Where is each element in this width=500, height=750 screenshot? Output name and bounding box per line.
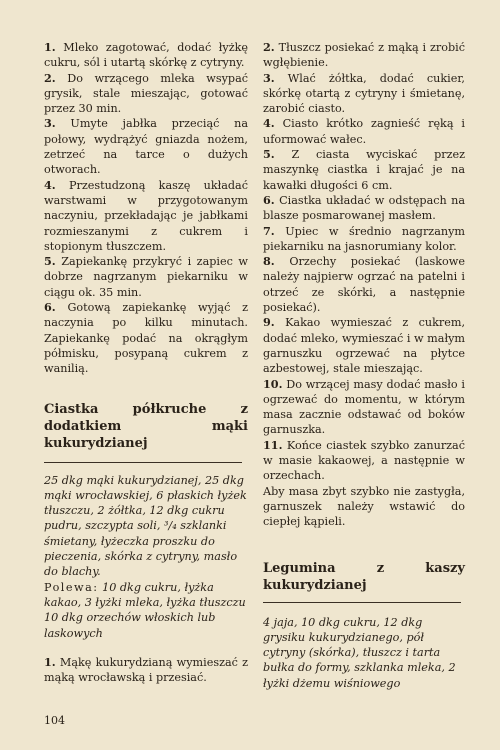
extra-ingredients: 10 dkg orzechów włoskich lub laskowych	[44, 611, 216, 640]
step-4-b: 4. Ciasto krótko zagnieść ręką i uformować wałec.	[263, 116, 465, 146]
left-column	[44, 40, 248, 685]
recipe-title: Ciastka półkruche z dodatkiem mąki kukurydzianej	[44, 401, 248, 451]
step-7-b: 7. Upiec w średnio nagrzanym piekarniku na jasnorumiany kolor.	[263, 223, 465, 253]
recipe-title-2: Legumina z kaszy kukurydzianej	[263, 560, 465, 593]
step-9-b: 9. Kakao wymieszać z cukrem, dodać mleko, wymieszać i w małym garnuszku ogrzewać na płytce azbestowej, stale mieszając.	[263, 315, 465, 376]
step-8-b: 8. Orzechy posiekać (laskowe należy najpierw ogrzać na patelni i otrzeć ze skórki, a następnie posiekać).	[263, 254, 465, 315]
step-2: 2. Do wrzącego mleka wsypać grysik, stale mieszając, gotować przez 30 min.	[44, 70, 248, 116]
step-6: 6. Gotową zapiekankę wyjąć z naczynia po kilku minutach. Zapiekankę podać na okrągłym półmisku, posypaną cukrem z wanilią.	[44, 300, 248, 376]
step-1-b: 1. Mąkę kukurydzianą wymieszać z mąką wrocławską i przesiać.	[44, 654, 248, 685]
glaze-ingredients: Polewa: 10 dkg cukru, łyżka kakao, 3 łyżki mleka, łyżka tłuszczu	[44, 580, 246, 609]
step-4: 4. Przestudzoną kaszę układać warstwami w przygotowanym naczyniu, przekładając je jabłkami rozmieszanymi z cukrem i stopionym tłuszczem.	[44, 177, 248, 253]
step-5-b: 5. Z ciasta wyciskać przez maszynkę ciastka i krajać je na kawałki długości 6 cm.	[263, 147, 465, 192]
step-3: 3. Umyte jabłka przeciąć na połowy, wydrążyć gniazda nożem, zetrzeć na tarce o dużych otworach.	[44, 116, 248, 177]
step-5: 5. Zapiekankę przykryć i zapiec w dobrze nagrzanym piekarniku w ciągu ok. 35 min.	[44, 254, 248, 299]
step-10-b: 10. Do wrzącej masy dodać masło i ogrzewać do momentu, w którym masa zacznie odstawać od boków garnuszka.	[263, 376, 465, 437]
ingredients-2: 4 jaja, 10 dkg cukru, 12 dkg grysiku kukurydzianego, pół cytryny (skórka), tłuszcz i tarta bułka do formy, szklanka mleka, 2 łyżki dżemu wiśniowego	[263, 615, 456, 690]
step-2-b: 2. Tłuszcz posiekać z mąką i zrobić wgłębienie.	[263, 40, 465, 70]
step-3-b: 3. Wlać żółtka, dodać cukier, skórkę otartą z cytryny i śmietanę, zarobić ciasto.	[263, 70, 465, 116]
ingredients: 25 dkg mąki kukurydzianej, 25 dkg mąki wrocławskiej, 6 płaskich łyżek tłuszczu, 2 żółtka, 12 dkg cukru pudru, szczypta soli, ³/₄ szklanki śmietany, łyżeczka proszku do pieczenia, skórka z cytryny, masło do blachy.	[44, 473, 247, 579]
step-1: 1. Mleko zagotować, dodać łyżkę cukru, sól i utartą skórkę z cytryny.	[44, 40, 248, 70]
page-number: 104	[44, 714, 65, 727]
right-column	[263, 40, 465, 691]
step-6-b: 6. Ciastka układać w odstępach na blasze posmarowanej masłem.	[263, 192, 465, 223]
note: Aby masa zbyt szybko nie zastygła, garnuszek należy wstawić do ciepłej kąpieli.	[263, 484, 465, 529]
step-11-b: 11. Końce ciastek szybko zanurzać w masie kakaowej, a następnie w orzechach.	[263, 437, 465, 483]
